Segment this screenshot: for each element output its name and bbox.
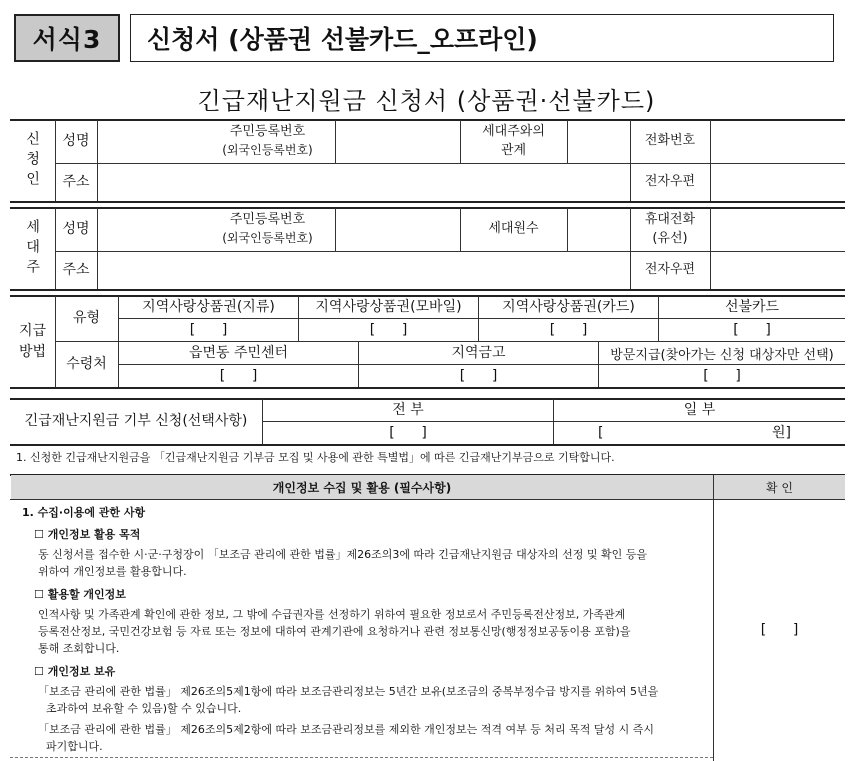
householder-section-label: 세대주 xyxy=(24,218,41,279)
privacy-purpose-title: ☐ 개인정보 활용 목적 xyxy=(34,528,141,541)
payment-section-line2: 방법 xyxy=(18,343,47,360)
form-title: 신청서 (상품권 선불카드_오프라인) xyxy=(130,14,834,62)
householder-mobile-field[interactable] xyxy=(711,208,845,251)
form-number-tag: 서식3 xyxy=(14,14,120,62)
privacy-purpose-line2: 위하여 개인정보를 활용합니다. xyxy=(38,565,187,579)
householder-rrn-label xyxy=(200,208,335,251)
privacy-purpose-line1: 동 신청서를 접수한 시·군·구청장이 「보조금 관리에 관한 법률」제26조의3에 따라 긴급재난지원금 대상자의 선정 및 확인 등을 xyxy=(38,548,647,561)
applicant-rrn-label xyxy=(200,120,335,163)
applicant-rrn-line1: 주민등록번호 xyxy=(229,124,306,140)
privacy-purpose-text xyxy=(38,546,708,580)
privacy-retain1-line1: 「보조금 관리에 관한 법률」 제26조의5제1항에 따라 보조금관리정보는 5년간 보유(보조금의 중복부정수급 방지를 위하여 5년을 xyxy=(38,685,659,698)
householder-rrn-field[interactable] xyxy=(336,208,460,251)
householder-rrn-line1: 주민등록번호 xyxy=(229,212,306,228)
payment-type-paper-check[interactable]: [ ] xyxy=(189,321,228,338)
receiver-local-bank: 지역금고 xyxy=(451,344,506,361)
payment-type-paper: 지역사랑상품권(지류) xyxy=(142,298,275,315)
applicant-address-field[interactable] xyxy=(98,164,630,201)
householder-members-label: 세대원수 xyxy=(488,221,539,237)
payment-type-card-check[interactable]: [ ] xyxy=(549,321,588,338)
householder-name-label: 성명 xyxy=(62,221,90,238)
privacy-items-line3: 통해 조회합니다. xyxy=(38,642,120,656)
privacy-items-title: ☐ 활용할 개인정보 xyxy=(34,588,126,601)
donation-full-label: 전 부 xyxy=(392,401,424,418)
applicant-phone-label: 전화번호 xyxy=(644,133,696,149)
privacy-retain-title: ☐ 개인정보 보유 xyxy=(34,665,116,678)
privacy-retain1-line2: 초과하여 보유할 수 있음)할 수 있습니다. xyxy=(46,702,242,716)
receiver-visit: 방문지급(찾아가는 신청 대상자만 선택) xyxy=(610,347,834,363)
payment-type-card: 지역사랑상품권(카드) xyxy=(502,298,635,315)
householder-rrn-line2: (외국인등록번호) xyxy=(222,231,313,246)
householder-address-field[interactable] xyxy=(98,252,630,289)
applicant-phone-field[interactable] xyxy=(711,120,845,163)
document-title: 긴급재난지원금 신청서 (상품권·선불카드) xyxy=(197,86,656,115)
privacy-header: 개인정보 수집 및 활용 (필수사항) xyxy=(11,475,713,499)
applicant-address-label: 주소 xyxy=(62,173,90,190)
applicant-rrn-line2: (외국인등록번호) xyxy=(222,143,313,158)
applicant-name-label: 성명 xyxy=(62,133,90,150)
privacy-retain-text-2 xyxy=(38,721,708,755)
donation-note: 1. 신청한 긴급재난지원금을 「긴급재난지원금 기부금 모집 및 사용에 관한 특별법」에 따른 긴급재난기부금으로 기탁합니다. xyxy=(16,451,615,464)
privacy-items-line2: 등록전산정보, 국민건강보험 등 자료 또는 정보에 대하여 관계기관에 요청하거나 관련 정보통신망(행정정보공동이용 포함)을 xyxy=(38,625,631,639)
applicant-rrn-field[interactable] xyxy=(336,120,460,163)
receiver-visit-check[interactable]: [ ] xyxy=(703,367,741,384)
donation-amount-field[interactable] xyxy=(612,424,772,442)
householder-members-field[interactable] xyxy=(568,208,630,251)
donation-partial-close: 원] xyxy=(772,424,791,441)
householder-mobile-label xyxy=(630,208,710,251)
donation-partial-label: 일 부 xyxy=(683,401,716,418)
applicant-section-label: 신청인 xyxy=(24,130,41,191)
privacy-items-text xyxy=(38,606,708,657)
privacy-confirm-header: 확 인 xyxy=(714,475,845,499)
donation-full-check[interactable]: [ ] xyxy=(389,424,427,441)
payment-type-label: 유형 xyxy=(72,310,101,327)
applicant-relation-label xyxy=(460,120,567,163)
applicant-relation-field[interactable] xyxy=(568,120,630,163)
receiver-local-bank-check[interactable]: [ ] xyxy=(459,367,498,384)
privacy-retain2-line2: 파기합니다. xyxy=(46,740,103,754)
householder-mobile-line2: (유선) xyxy=(652,230,688,246)
householder-email-label: 전자우편 xyxy=(644,261,696,277)
payment-type-mobile: 지역사랑상품권(모바일) xyxy=(315,298,462,315)
payment-receiver-label: 수령처 xyxy=(66,356,107,373)
applicant-email-field[interactable] xyxy=(711,164,845,201)
householder-mobile-line1: 휴대전화 xyxy=(644,211,696,227)
receiver-community-center: 읍면동 주민센터 xyxy=(188,344,289,361)
receiver-community-center-check[interactable]: [ ] xyxy=(219,367,258,384)
payment-section-line1: 지급 xyxy=(18,323,47,340)
applicant-email-label: 전자우편 xyxy=(644,173,696,189)
privacy-retain2-line1: 「보조금 관리에 관한 법률」 제26조의5제2항에 따라 보조금관리정보를 제외한 개인정보는 적격 여부 등 처리 목적 달성 시 즉시 xyxy=(38,723,654,736)
payment-type-prepaid: 선불카드 xyxy=(724,298,780,315)
applicant-relation-line2: 관계 xyxy=(500,142,527,158)
applicant-relation-line1: 세대주와의 xyxy=(482,123,545,139)
privacy-retain-text-1 xyxy=(38,683,708,717)
householder-email-field[interactable] xyxy=(711,252,845,289)
payment-section-label xyxy=(10,296,55,387)
householder-name-field[interactable] xyxy=(98,208,200,251)
payment-type-prepaid-check[interactable]: [ ] xyxy=(733,321,771,338)
privacy-confirm-check[interactable]: [ ] xyxy=(760,621,799,638)
donation-partial-open: [ xyxy=(598,424,604,441)
payment-type-mobile-check[interactable]: [ ] xyxy=(369,321,408,338)
privacy-section-title: 1. 수집·이용에 관한 사항 xyxy=(22,506,146,519)
donation-label: 긴급재난지원금 기부 신청(선택사항) xyxy=(24,413,248,430)
privacy-items-line1: 인적사항 및 가족관계 확인에 관한 정보, 그 밖에 수급권자를 선정하기 위하여 필요한 정보로서 주민등록전산정보, 가족관계 xyxy=(38,608,626,621)
householder-address-label: 주소 xyxy=(62,261,90,278)
